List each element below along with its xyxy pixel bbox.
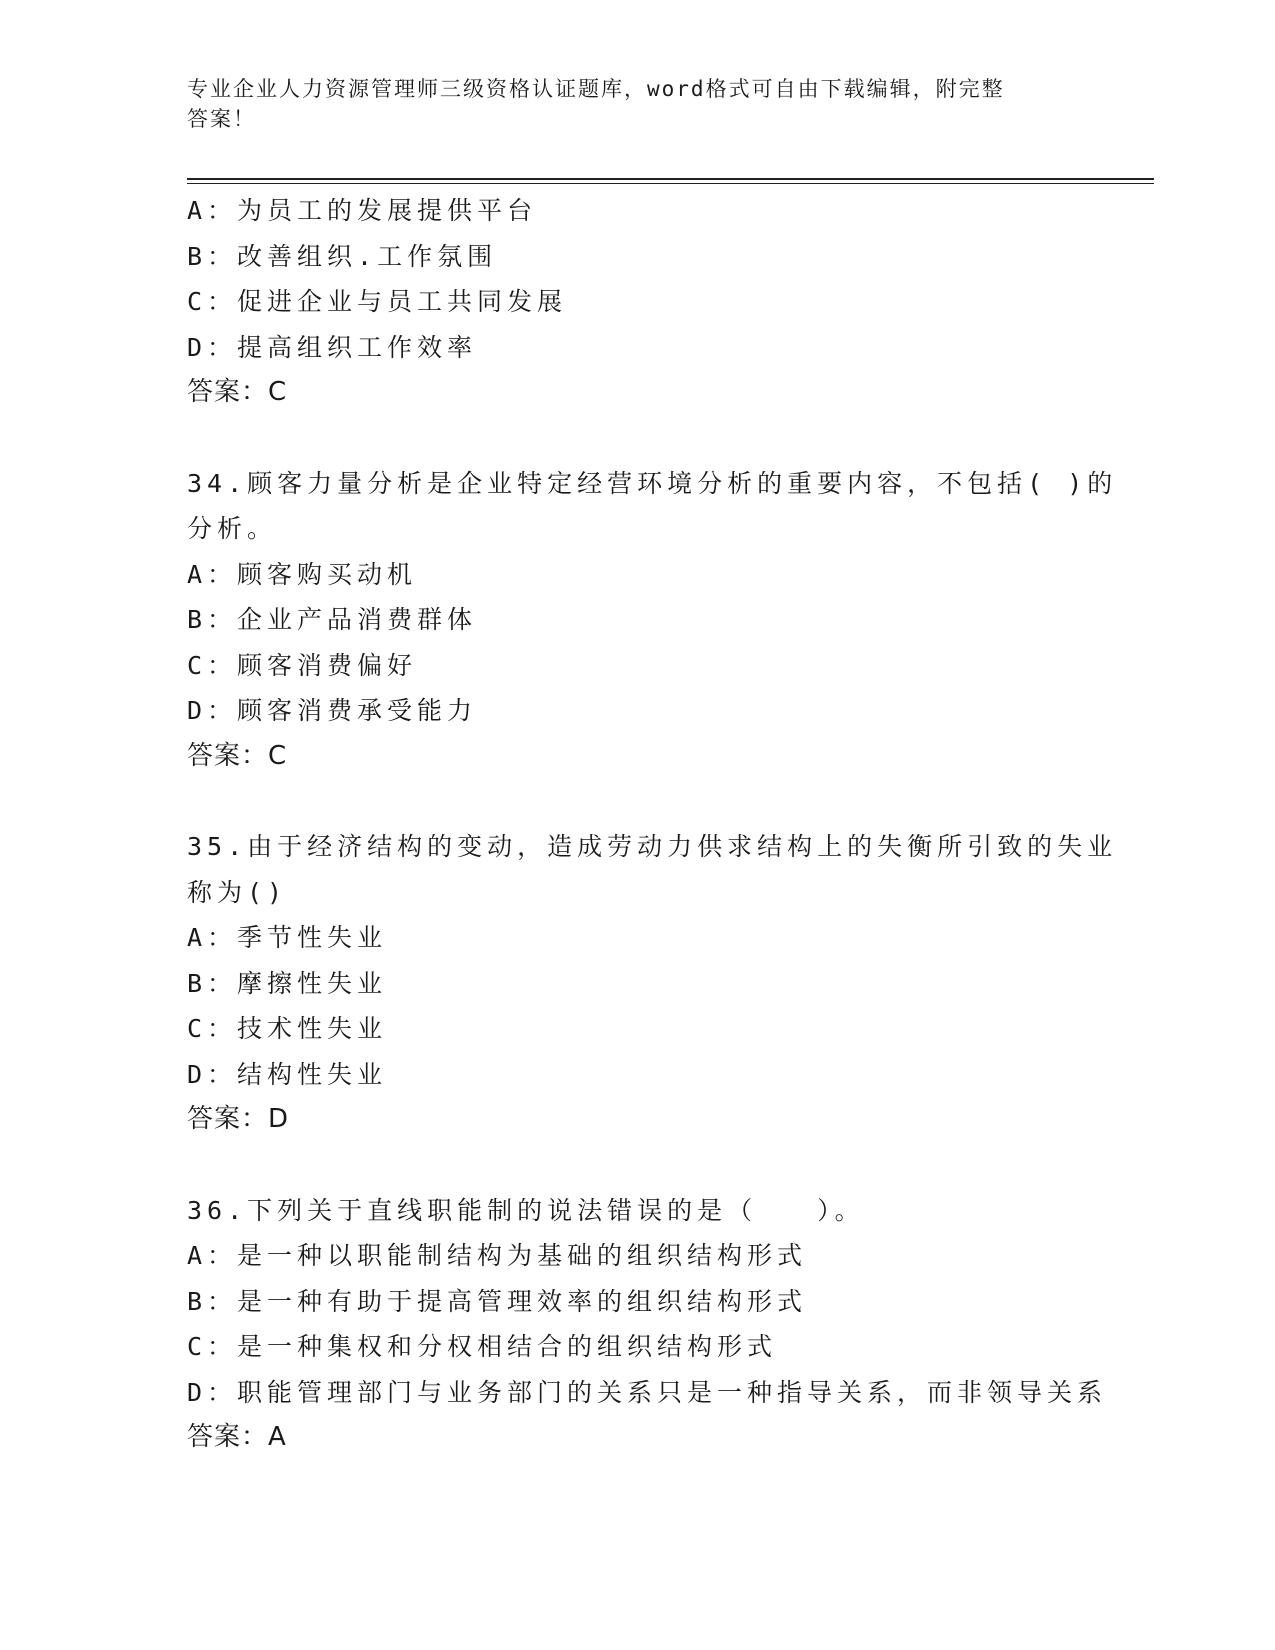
header-line-2: 答案！ xyxy=(187,107,256,131)
question-36 xyxy=(187,1188,1147,1461)
document-header xyxy=(187,74,1067,134)
option-b: B：摩擦性失业 xyxy=(187,968,388,998)
option-d: D：职能管理部门与业务部门的关系只是一种指导关系，而非领导关系 xyxy=(187,1377,1108,1407)
option-a: A：季节性失业 xyxy=(187,923,388,952)
question-stem: 34.顾客力量分析是企业特定经营环境分析的重要内容，不包括( )的 xyxy=(187,468,1118,498)
option-d: D：顾客消费承受能力 xyxy=(187,696,478,725)
spacer xyxy=(187,1143,1147,1188)
question-list xyxy=(187,188,1147,1461)
spacer xyxy=(187,416,1147,461)
option-a: A：为员工的发展提供平台 xyxy=(187,196,538,225)
option-c: C：是一种集权和分权相结合的组织结构形式 xyxy=(187,1332,778,1361)
question-34 xyxy=(187,461,1147,780)
question-stem-cont: 分析。 xyxy=(187,514,278,543)
option-a: A：顾客购买动机 xyxy=(187,559,418,589)
question-33 xyxy=(187,188,1147,416)
option-b: B：是一种有助于提高管理效率的组织结构形式 xyxy=(187,1286,808,1316)
question-stem-cont: 称为() xyxy=(187,877,288,907)
option-a: A：是一种以职能制结构为基础的组织结构形式 xyxy=(187,1241,808,1270)
option-d: D：结构性失业 xyxy=(187,1059,388,1089)
question-stem: 35.由于经济结构的变动，造成劳动力供求结构上的失衡所引致的失业 xyxy=(187,832,1118,861)
option-b: B：改善组织.工作氛围 xyxy=(187,241,498,271)
option-c: C：促进企业与员工共同发展 xyxy=(187,287,568,316)
header-rule-thick xyxy=(187,178,1154,180)
option-d: D：提高组织工作效率 xyxy=(187,332,478,362)
question-35 xyxy=(187,824,1147,1143)
answer: 答案：C xyxy=(187,377,288,407)
option-b: B：企业产品消费群体 xyxy=(187,605,478,634)
option-c: C：技术性失业 xyxy=(187,1014,388,1043)
answer: 答案：C xyxy=(187,740,288,771)
header-line-1: 专业企业人力资源管理师三级资格认证题库，word格式可自由下载编辑，附完整 xyxy=(187,77,1005,101)
answer: 答案：D xyxy=(187,1104,290,1134)
spacer xyxy=(187,779,1147,824)
answer: 答案：A xyxy=(187,1422,287,1452)
option-c: C：顾客消费偏好 xyxy=(187,650,418,680)
question-stem: 36.下列关于直线职能制的说法错误的是（ ）。 xyxy=(187,1195,865,1225)
header-rule-thin xyxy=(187,183,1154,184)
